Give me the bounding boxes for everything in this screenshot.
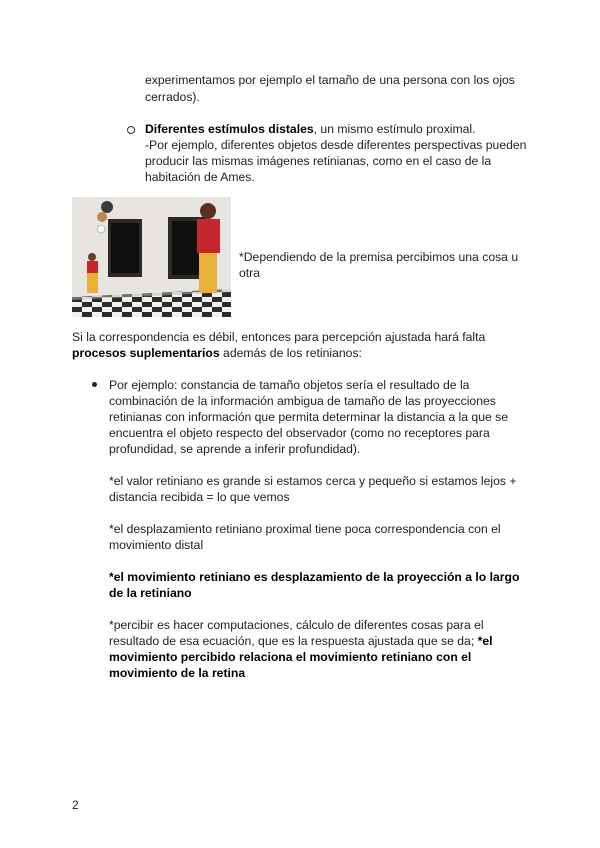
ames-room-illustration: [72, 197, 231, 317]
ames-room-image: [72, 197, 231, 317]
distal-bold: Diferentes estímulos distales: [145, 122, 314, 136]
weak-rest: además de los retinianos:: [219, 346, 362, 360]
note4-line-2: [109, 633, 493, 649]
distal-line-3: producir las mismas imágenes retinianas, como en el caso de la: [145, 154, 492, 168]
note3-bold-2: de la retiniano: [109, 586, 192, 600]
note4-line-2-text: resultado de esa ecuación, que es la respuesta ajustada que se da;: [109, 634, 478, 648]
note3-line-2: [109, 585, 192, 601]
weak-line-2: [72, 345, 362, 361]
bullet-line-5: profundidad, se aprende a inferir profundidad).: [109, 442, 361, 456]
distal-line-4: habitación de Ames.: [145, 170, 255, 184]
continuation-line-1: experimentamos por ejemplo el tamaño de una persona con los ojos: [145, 73, 515, 87]
note1-line-2: distancia recibida = lo que vemos: [109, 490, 290, 504]
bullet-dot-icon: [92, 382, 97, 387]
note3-bold-1: *el movimiento retiniano es desplazamiento de la proyección a lo largo: [109, 570, 520, 584]
distal-heading: [145, 121, 476, 137]
weak-bold: procesos suplementarios: [72, 346, 220, 360]
note4-bold-3: movimiento percibido relaciona el movimiento retiniano con el: [109, 650, 472, 664]
weak-line-1: Si la correspondencia es débil, entonces para percepción ajustada hará falta: [72, 330, 486, 344]
note4-line-2-bold: *el: [477, 634, 493, 648]
distal-rest: , un mismo estímulo proximal.: [313, 122, 476, 136]
bullet-line-2: combinación de la información ambigua de tamaño de las proyecciones: [109, 394, 496, 408]
distal-line-2: -Por ejemplo, diferentes objetos desde diferentes perspectivas pueden: [145, 138, 527, 152]
note3-line-1: [109, 569, 519, 585]
note4-line-3: [109, 649, 471, 665]
note4-line-1: *percibir es hacer computaciones, cálculo de diferentes cosas para el: [109, 618, 484, 632]
bullet-line-1: Por ejemplo: constancia de tamaño objetos sería el resultado de la: [109, 378, 470, 392]
continuation-line-2: cerrados).: [145, 90, 200, 104]
bullet-line-4: encuentra el objeto respecto del observador (como no receptores para: [109, 426, 490, 440]
note1-line-1: *el valor retiniano es grande si estamos cerca y pequeño si estamos lejos +: [109, 474, 517, 488]
hollow-bullet-icon: [127, 126, 135, 134]
note2-line-1: *el desplazamiento retiniano proximal tiene poca correspondencia con el: [109, 522, 501, 536]
caption-line-1: *Dependiendo de la premisa percibimos una cosa u: [239, 250, 519, 264]
note4-bold-4: movimiento de la retina: [109, 666, 246, 680]
bullet-line-3: retinianas con información que permita determinar la distancia a la que se: [109, 410, 509, 424]
page-number: 2: [72, 798, 79, 812]
caption-line-2: otra: [239, 266, 261, 280]
note4-line-4: [109, 665, 245, 681]
note2-line-2: movimiento distal: [109, 538, 204, 552]
